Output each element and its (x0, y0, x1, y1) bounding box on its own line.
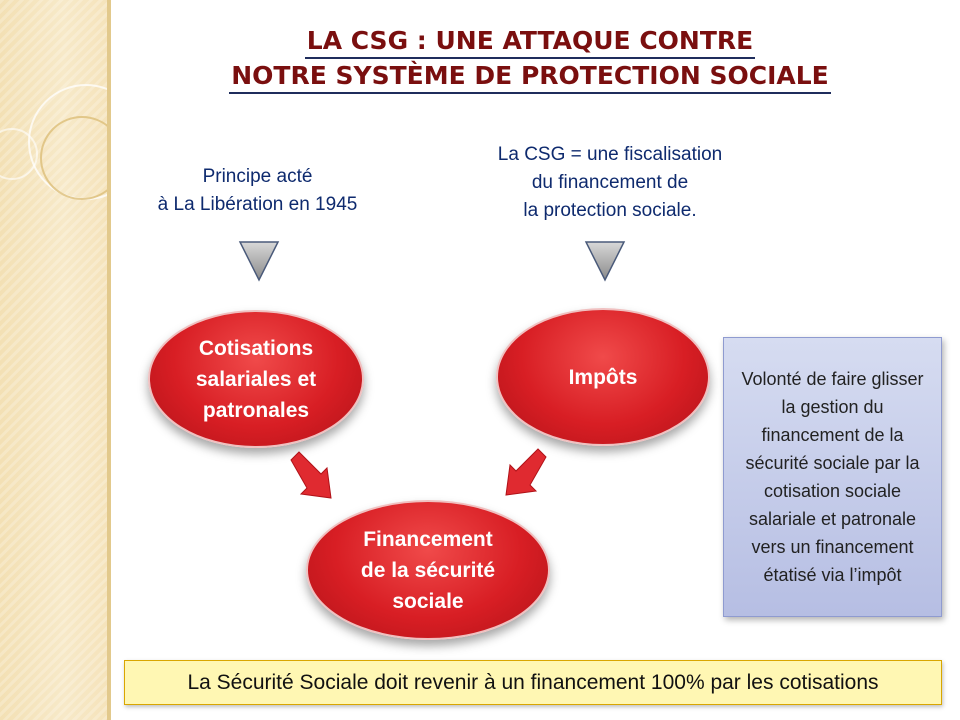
arrow-cotisations-to-financement (287, 450, 337, 502)
financement-bubble (306, 500, 550, 640)
left-note-line: à La Libération en 1945 (157, 194, 358, 215)
bubble-text-line: sociale (392, 589, 464, 613)
left-note (120, 163, 395, 219)
decorative-sidebar (0, 0, 107, 720)
footer-text: La Sécurité Sociale doit revenir à un financement 100% par les cotisations (187, 670, 879, 694)
slide-title (150, 24, 910, 94)
arrow-impots-to-financement (500, 447, 550, 499)
right-down-triangle (584, 240, 626, 282)
right-note-line: du financement de (531, 172, 689, 193)
bubble-text-line: Impôts (568, 365, 638, 389)
right-note-line: la protection sociale. (523, 200, 697, 221)
title-line-1: LA CSG : UNE ATTAQUE CONTRE (305, 24, 755, 59)
bubble-text-line: Financement (363, 527, 493, 551)
bubble-text-line: salariales et (195, 367, 317, 391)
impots-bubble (496, 308, 710, 446)
left-down-triangle (238, 240, 280, 282)
info-box (723, 337, 942, 617)
bubble-text-line: de la sécurité (360, 558, 496, 582)
right-note-line: La CSG = une fiscalisation (497, 144, 723, 165)
left-note-line: Principe acté (202, 166, 313, 187)
footer-banner (124, 660, 942, 705)
info-box-text: Volonté de faire glisser la gestion du financement de la sécurité sociale par la cotisation sociale salariale et patronale vers un financement étatisé via l’impôt (741, 369, 924, 585)
sidebar-divider (107, 0, 111, 720)
bubble-text-line: patronales (202, 398, 310, 422)
cotisations-bubble (148, 310, 364, 448)
right-note (450, 141, 770, 225)
title-line-2: NOTRE SYSTÈME DE PROTECTION SOCIALE (229, 59, 831, 94)
bubble-text-line: Cotisations (198, 336, 314, 360)
